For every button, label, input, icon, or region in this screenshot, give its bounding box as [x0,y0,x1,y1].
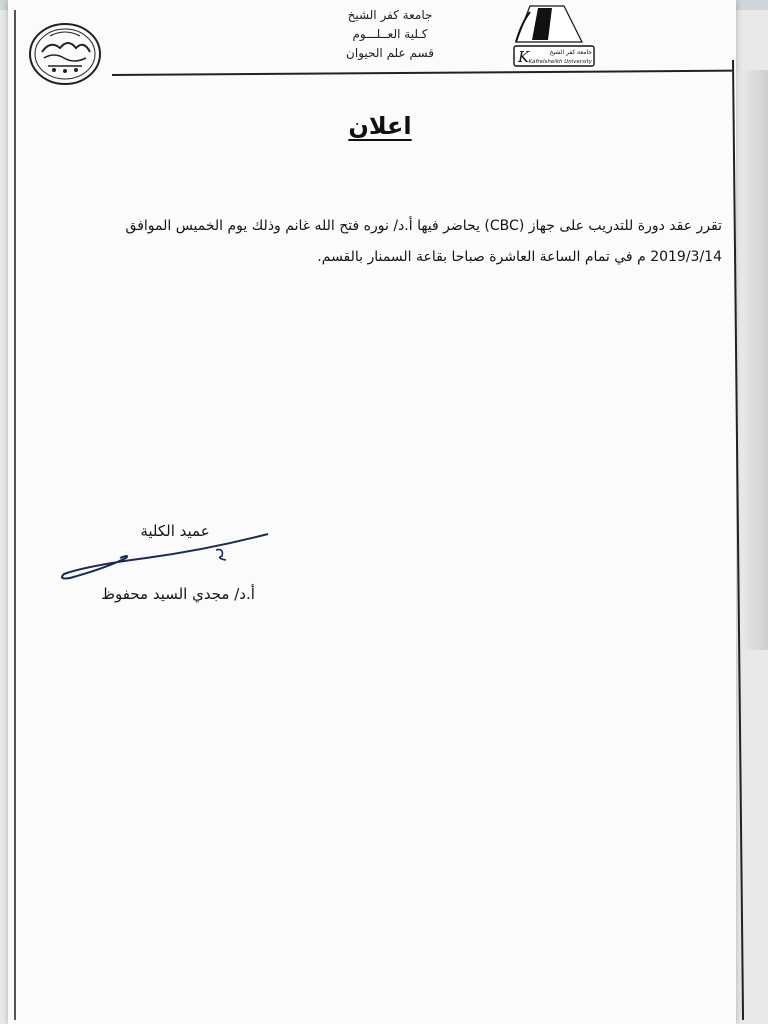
document-page [8,0,736,1024]
signatory-name: أ.د/ مجدي السيد محفوظ [101,585,255,603]
logo-arabic-text: جامعة كفر الشيخ [549,49,592,56]
announcement-line-2: 2019/3/14 م في تمام الساعة العاشرة صباحا بقاعة السمنار بالقسم. [317,249,722,265]
department-name: قسم علم الحيوان [346,46,434,60]
university-name: جامعة كفر الشيخ [347,8,433,22]
faculty-name: كـلية العــلـــوم [352,27,428,41]
university-logo [508,2,598,68]
announcement-title: اعلان [348,112,412,140]
announcement-body [125,211,722,273]
faculty-seal-logo [28,22,102,86]
handwritten-signature [56,528,276,588]
page-left-border [14,10,16,1020]
letterhead [320,6,460,63]
logo-english-text: Kafrelsheikh University [528,59,592,65]
svg-text:K: K [518,48,530,66]
signatory-title: عميد الكلية [140,522,210,540]
announcement-line-1: تقرر عقد دورة للتدريب على جهاز (CBC) يحاضر فيها أ.د/ نوره فتح الله غانم وذلك يوم الخميس الموافق [125,218,722,234]
